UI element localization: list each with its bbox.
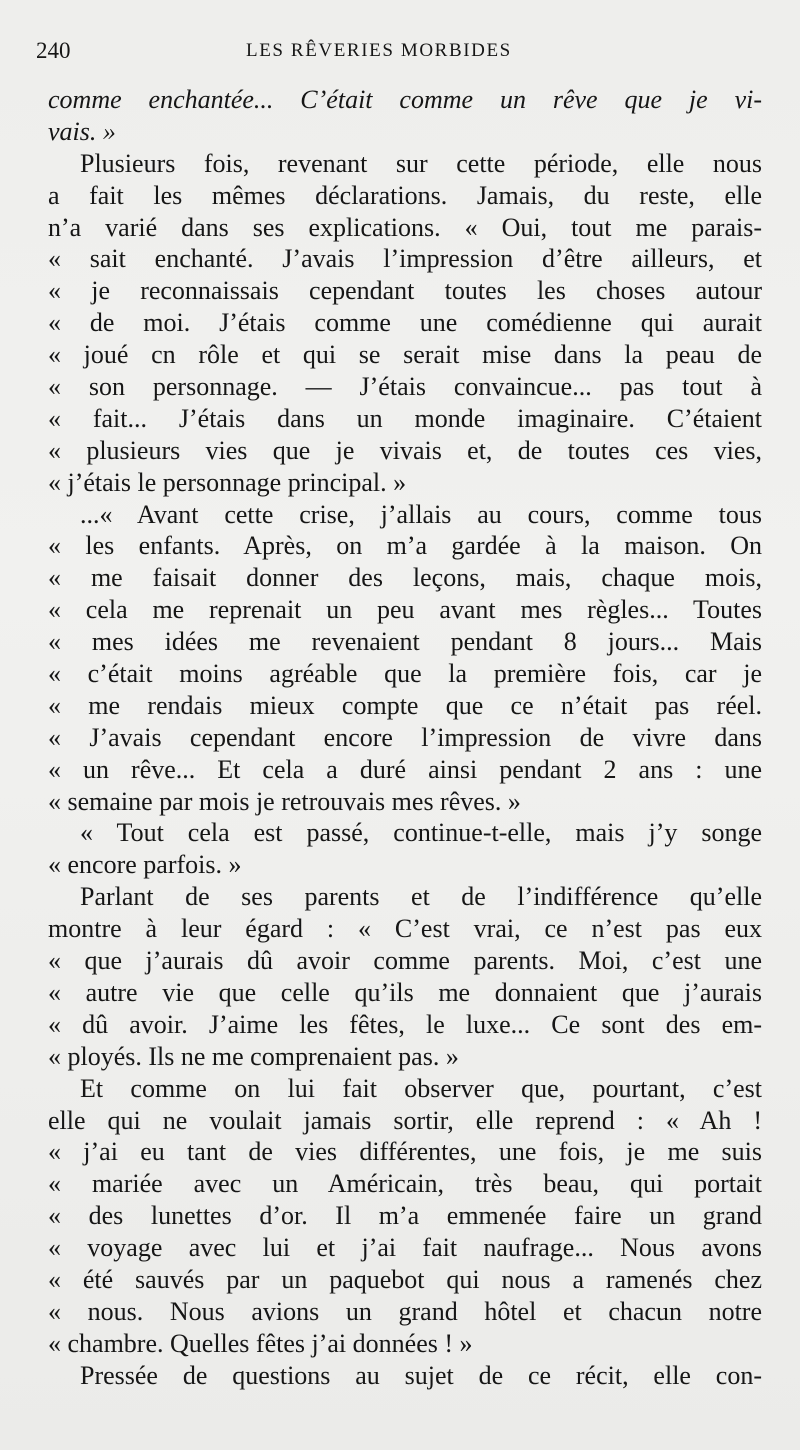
text-line: n’a varié dans ses explications. « Oui, tout me parais- — [48, 212, 762, 242]
text-line: « des lunettes d’or. Il m’a emmenée faire un grand — [48, 1201, 762, 1231]
text-line: « mes idées me revenaient pendant 8 jours... Mais — [48, 627, 762, 657]
text-line: « chambre. Quelles fêtes j’ai données ! » — [48, 1328, 473, 1358]
text-line: « semaine par mois je retrouvais mes rêves. » — [48, 786, 521, 816]
text-line: « voyage avec lui et j’ai fait naufrage... Nous avons — [48, 1233, 762, 1263]
text-line: « je reconnaissais cependant toutes les choses autour — [48, 276, 762, 306]
text-line: vais. » — [48, 116, 116, 146]
text-line: « fait... J’étais dans un monde imaginaire. C’étaient — [48, 403, 762, 433]
text-line: « son personnage. — J’étais convaincue... pas tout à — [48, 372, 762, 402]
text-line: Pressée de questions au sujet de ce récit, elle con- — [80, 1360, 762, 1390]
text-line: « nous. Nous avions un grand hôtel et chacun notre — [48, 1296, 762, 1326]
text-line: « plusieurs vies que je vivais et, de toutes ces vies, — [48, 435, 762, 465]
text-line: a fait les mêmes déclarations. Jamais, du reste, elle — [48, 180, 762, 210]
text-line: « Tout cela est passé, continue-t-elle, mais j’y songe — [80, 818, 762, 848]
text-line: « cela me reprenait un peu avant mes règles... Toutes — [48, 595, 762, 625]
text-line: Parlant de ses parents et de l’indifférence qu’elle — [80, 882, 762, 912]
text-line: « que j’aurais dû avoir comme parents. Moi, c’est une — [48, 946, 762, 976]
text-line: « encore parfois. » — [48, 850, 242, 880]
text-line: comme enchantée... C’était comme un rêve que je vi- — [48, 85, 762, 114]
text-line: « de moi. J’étais comme une comédienne qui aurait — [48, 308, 762, 338]
body-text — [48, 84, 762, 1392]
text-line: « me rendais mieux compte que ce n’était pas réel. — [48, 690, 762, 720]
text-line: montre à leur égard : « C’est vrai, ce n’est pas eux — [48, 914, 762, 944]
text-line: Et comme on lui fait observer que, pourtant, c’est — [80, 1073, 762, 1103]
text-line: elle qui ne voulait jamais sortir, elle reprend : « Ah ! — [48, 1105, 762, 1135]
text-line: « c’était moins agréable que la première fois, car je — [48, 659, 762, 689]
text-line: « ployés. Ils ne me comprenaient pas. » — [48, 1041, 459, 1071]
text-line: « un rêve... Et cela a duré ainsi pendant 2 ans : une — [48, 754, 762, 784]
text-line: ...« Avant cette crise, j’allais au cours, comme tous — [80, 499, 762, 529]
page-header — [36, 38, 760, 78]
text-line: « sait enchanté. J’avais l’impression d’être ailleurs, et — [48, 244, 762, 274]
text-line: « autre vie que celle qu’ils me donnaient que j’aurais — [48, 977, 762, 1007]
text-line: « J’avais cependant encore l’impression de vivre dans — [48, 722, 762, 752]
text-line: « j’ai eu tant de vies différentes, une fois, je me suis — [48, 1137, 762, 1167]
page-number: 240 — [36, 38, 71, 63]
text-line: « les enfants. Après, on m’a gardée à la maison. On — [48, 531, 762, 561]
text-line: « j’étais le personnage principal. » — [48, 467, 407, 497]
text-line: Plusieurs fois, revenant sur cette période, elle nous — [80, 148, 762, 178]
text-line: « mariée avec un Américain, très beau, qui portait — [48, 1169, 762, 1199]
text-line: « été sauvés par un paquebot qui nous a ramenés chez — [48, 1264, 762, 1294]
text-line: « me faisait donner des leçons, mais, chaque mois, — [48, 563, 762, 593]
running-title: LES RÊVERIES MORBIDES — [246, 40, 512, 61]
text-line: « dû avoir. J’aime les fêtes, le luxe... Ce sont des em- — [48, 1009, 762, 1039]
text-line: « joué cn rôle et qui se serait mise dans la peau de — [48, 340, 762, 370]
